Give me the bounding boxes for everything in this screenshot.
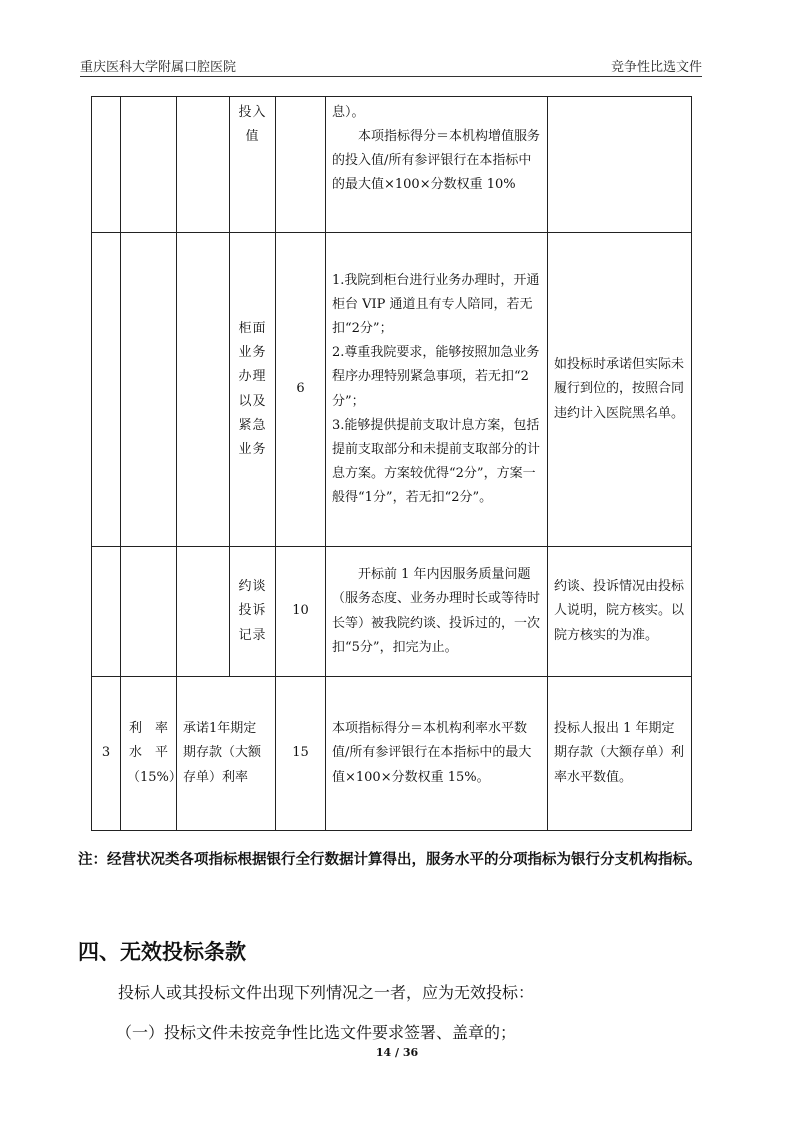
desc-cell — [326, 97, 548, 233]
desc-line: 3.能够提供提前支取计息方案，包括提前支取部分和未提前支取部分的计息方案。方案较优得“2分”，方案一般得“1分”，若无扣“2分”。 — [332, 417, 541, 505]
name-cell — [121, 97, 177, 233]
item-line: 办理 — [238, 369, 267, 385]
item-line: 业务 — [238, 345, 267, 361]
desc-line: 本项指标得分＝本机构增值服务的投入值/所有参评银行在本指标中的最大值×100×分数权重 10% — [332, 129, 541, 193]
header-hospital-name: 重庆医科大学附属口腔医院 — [80, 60, 237, 75]
item-line: 投诉 — [238, 603, 267, 619]
item-line: 柜面 — [238, 321, 267, 337]
name-cell — [121, 677, 182, 831]
subitem-cell: 承诺1年期定期存款（大额存单）利率 — [177, 677, 276, 831]
remark-cell: 投标人报出 1 年期定期存款（大额存单）利率水平数值。 — [548, 677, 692, 831]
scoring-table — [91, 96, 692, 831]
header-rule — [80, 76, 702, 77]
item-line: 紧急 — [238, 417, 267, 433]
no-cell — [92, 233, 121, 547]
name-line: 利 率 — [128, 721, 168, 737]
remark-cell — [548, 97, 692, 233]
score-cell — [276, 97, 326, 233]
category-cell — [177, 97, 230, 233]
category-cell — [177, 233, 230, 547]
score-cell: 6 — [276, 233, 326, 547]
item-line: 业务 — [238, 441, 267, 457]
name-cell — [121, 547, 177, 677]
desc-line: 1.我院到柜台进行业务办理时，开通柜台 VIP 通道且有专人陪同，若无扣“2分”； — [332, 273, 540, 337]
item-line: 值 — [245, 129, 260, 145]
desc-line: 2.尊重我院要求，能够按照加急业务程序办理特别紧急事项，若无扣“2分”； — [332, 345, 540, 409]
desc-cell — [326, 233, 548, 547]
item-line: 约谈 — [238, 579, 267, 595]
item-line: 记录 — [238, 627, 267, 643]
name-cell — [121, 233, 177, 547]
name-line: 水 平 — [128, 745, 168, 761]
desc-cell: 开标前 1 年内因服务质量问题（服务态度、业务办理时长或等待时长等）被我院约谈、投诉过的，一次扣“5分”，扣完为止。 — [326, 547, 548, 677]
desc-cell: 本项指标得分＝本机构利率水平数值/所有参评银行在本指标中的最大值×100×分数权重 15%。 — [326, 677, 548, 831]
no-cell — [92, 547, 121, 677]
score-cell: 10 — [276, 547, 326, 677]
no-cell: 3 — [92, 677, 121, 831]
table-row — [92, 547, 692, 677]
item-line: 以及 — [238, 393, 267, 409]
item-line: 投入 — [238, 105, 267, 120]
header-document-type: 竞争性比选文件 — [610, 60, 702, 75]
remark-cell: 如投标时承诺但实际未履行到位的，按照合同违约计入医院黑名单。 — [548, 233, 692, 547]
table-row — [92, 677, 692, 831]
item-cell — [230, 97, 276, 233]
no-cell — [92, 97, 121, 233]
item-cell — [230, 233, 276, 547]
body-paragraph: （一）投标文件未按竞争性比选文件要求签署、盖章的； — [116, 1023, 517, 1042]
page-number: 14 / 36 — [375, 1046, 419, 1059]
section-title: 四、无效投标条款 — [78, 940, 246, 964]
name-line: （15%） — [127, 769, 182, 785]
table-row — [92, 97, 692, 233]
table-row — [92, 233, 692, 547]
body-paragraph: 投标人或其投标文件出现下列情况之一者，应为无效投标： — [118, 983, 535, 1002]
table-note: 注：经营状况类各项指标根据银行全行数据计算得出，服务水平的分项指标为银行分支机构指标。 — [78, 852, 702, 868]
category-cell — [177, 547, 230, 677]
score-cell: 15 — [276, 677, 326, 831]
item-cell — [230, 547, 276, 677]
remark-cell: 约谈、投诉情况由投标人说明，院方核实。以院方核实的为准。 — [548, 547, 692, 677]
desc-line: 息）。 — [332, 105, 365, 120]
